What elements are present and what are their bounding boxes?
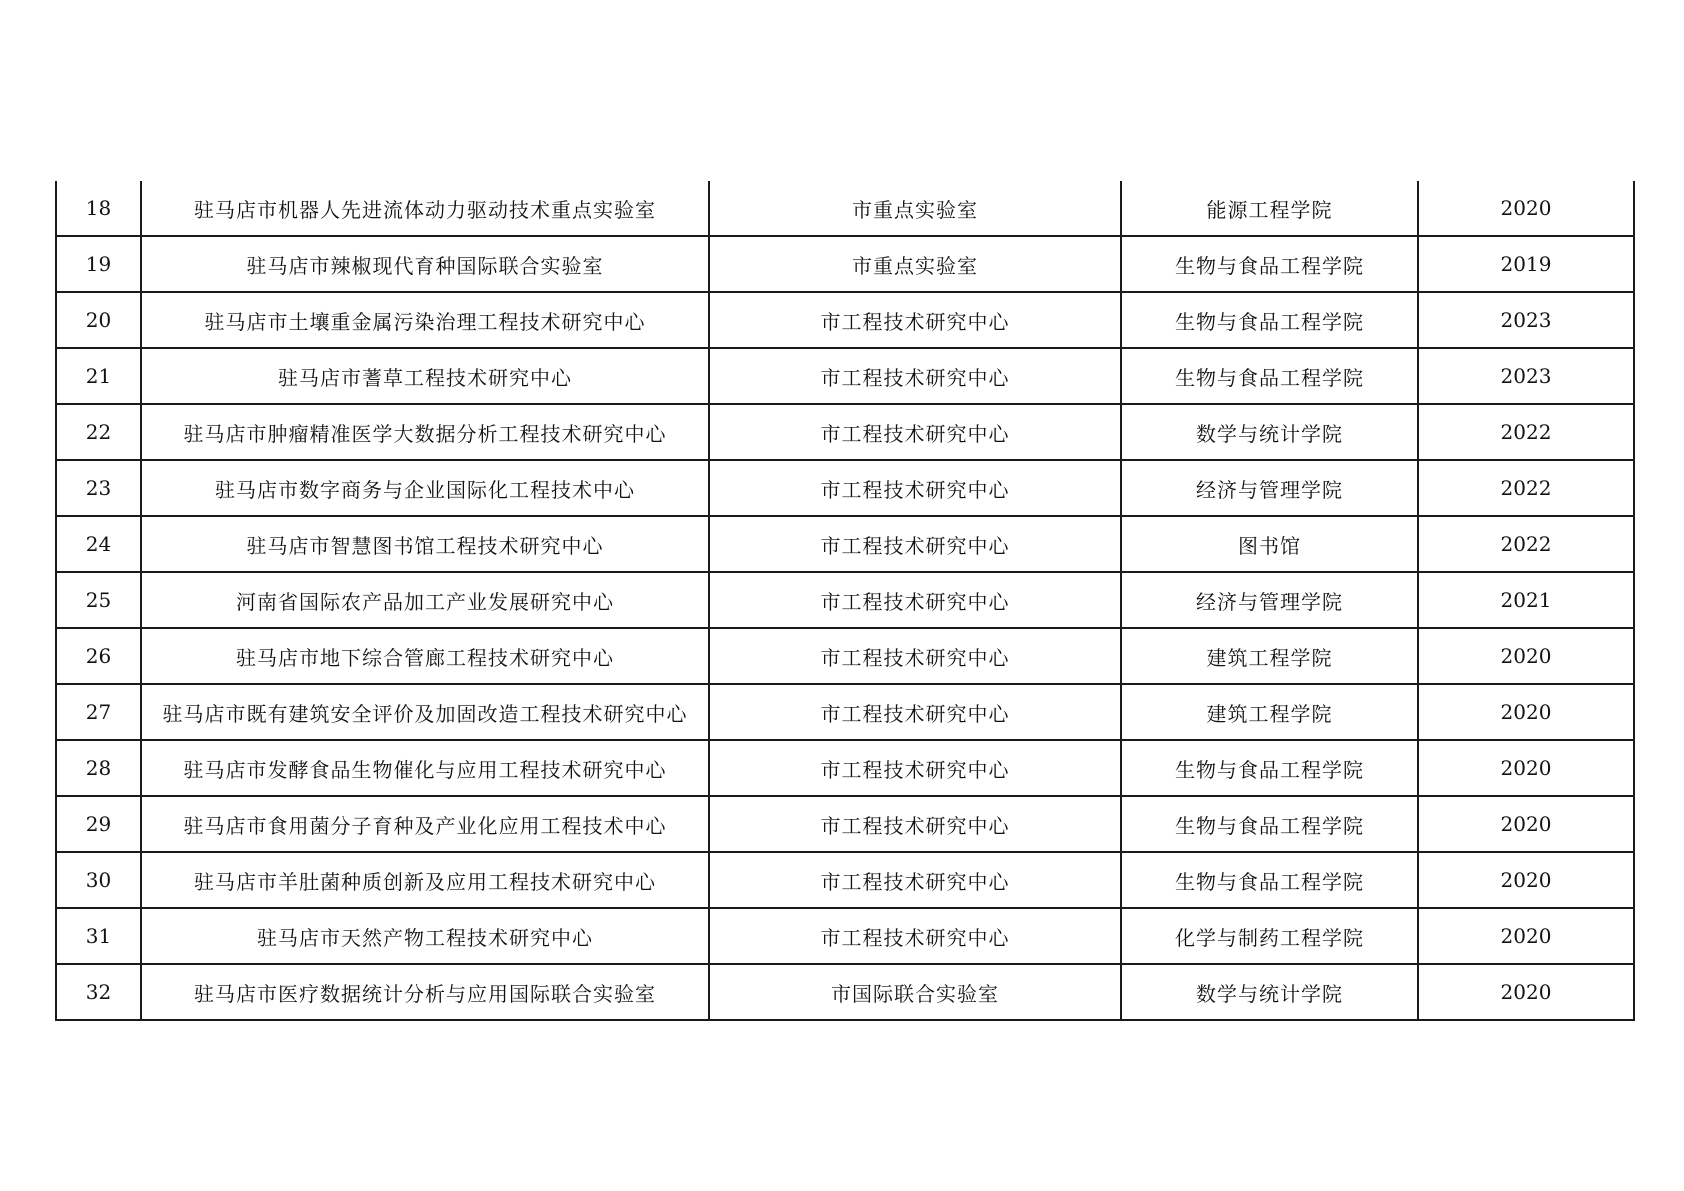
table-row [56,796,1634,852]
platform-type: 市国际联合实验室 [709,964,1121,1020]
table-row [56,740,1634,796]
year: 2022 [1418,404,1634,460]
platform-type: 市重点实验室 [709,236,1121,292]
platform-type: 市工程技术研究中心 [709,348,1121,404]
row-number: 30 [56,852,141,908]
platform-name: 驻马店市天然产物工程技术研究中心 [141,908,709,964]
year: 2019 [1418,236,1634,292]
platform-name: 驻马店市地下综合管廊工程技术研究中心 [141,628,709,684]
platform-type: 市工程技术研究中心 [709,852,1121,908]
platform-name: 驻马店市肿瘤精准医学大数据分析工程技术研究中心 [141,404,709,460]
row-number: 25 [56,572,141,628]
row-number: 24 [56,516,141,572]
year: 2023 [1418,292,1634,348]
platform-name: 驻马店市数字商务与企业国际化工程技术中心 [141,460,709,516]
department: 建筑工程学院 [1121,628,1418,684]
row-number: 32 [56,964,141,1020]
platform-type: 市工程技术研究中心 [709,516,1121,572]
platform-type: 市工程技术研究中心 [709,404,1121,460]
table-row [56,181,1634,236]
platform-name: 驻马店市智慧图书馆工程技术研究中心 [141,516,709,572]
table-row [56,348,1634,404]
year: 2020 [1418,181,1634,236]
department: 生物与食品工程学院 [1121,236,1418,292]
platform-type: 市工程技术研究中心 [709,740,1121,796]
platform-type: 市工程技术研究中心 [709,628,1121,684]
table-row [56,236,1634,292]
platform-type: 市重点实验室 [709,181,1121,236]
platform-type: 市工程技术研究中心 [709,292,1121,348]
department: 生物与食品工程学院 [1121,348,1418,404]
row-number: 26 [56,628,141,684]
department: 生物与食品工程学院 [1121,740,1418,796]
table-row [56,516,1634,572]
year: 2021 [1418,572,1634,628]
department: 数学与统计学院 [1121,404,1418,460]
table-row [56,292,1634,348]
department: 经济与管理学院 [1121,572,1418,628]
year: 2022 [1418,516,1634,572]
row-number: 31 [56,908,141,964]
platform-type: 市工程技术研究中心 [709,460,1121,516]
department: 化学与制药工程学院 [1121,908,1418,964]
department: 图书馆 [1121,516,1418,572]
row-number: 28 [56,740,141,796]
department: 能源工程学院 [1121,181,1418,236]
department: 建筑工程学院 [1121,684,1418,740]
department: 生物与食品工程学院 [1121,852,1418,908]
table-row [56,460,1634,516]
platform-name: 驻马店市羊肚菌种质创新及应用工程技术研究中心 [141,852,709,908]
platform-name: 驻马店市机器人先进流体动力驱动技术重点实验室 [141,181,709,236]
department: 数学与统计学院 [1121,964,1418,1020]
platform-name: 驻马店市医疗数据统计分析与应用国际联合实验室 [141,964,709,1020]
department: 生物与食品工程学院 [1121,796,1418,852]
row-number: 23 [56,460,141,516]
year: 2020 [1418,628,1634,684]
department: 生物与食品工程学院 [1121,292,1418,348]
row-number: 27 [56,684,141,740]
year: 2020 [1418,964,1634,1020]
table-row [56,404,1634,460]
platform-name: 驻马店市发酵食品生物催化与应用工程技术研究中心 [141,740,709,796]
row-number: 22 [56,404,141,460]
platform-type: 市工程技术研究中心 [709,572,1121,628]
platform-type: 市工程技术研究中心 [709,796,1121,852]
year: 2020 [1418,740,1634,796]
year: 2020 [1418,796,1634,852]
table-row [56,964,1634,1020]
row-number: 29 [56,796,141,852]
research-platform-table [55,181,1635,1021]
department: 经济与管理学院 [1121,460,1418,516]
table-row [56,908,1634,964]
platform-name: 驻马店市食用菌分子育种及产业化应用工程技术中心 [141,796,709,852]
row-number: 21 [56,348,141,404]
table-row [56,628,1634,684]
year: 2020 [1418,852,1634,908]
platform-name: 驻马店市辣椒现代育种国际联合实验室 [141,236,709,292]
year: 2020 [1418,684,1634,740]
row-number: 20 [56,292,141,348]
year: 2023 [1418,348,1634,404]
row-number: 19 [56,236,141,292]
platform-name: 驻马店市既有建筑安全评价及加固改造工程技术研究中心 [141,684,709,740]
table-row [56,684,1634,740]
platform-type: 市工程技术研究中心 [709,684,1121,740]
platform-name: 河南省国际农产品加工产业发展研究中心 [141,572,709,628]
table-row [56,572,1634,628]
platform-name: 驻马店市蓍草工程技术研究中心 [141,348,709,404]
year: 2020 [1418,908,1634,964]
platform-type: 市工程技术研究中心 [709,908,1121,964]
table-row [56,852,1634,908]
platform-name: 驻马店市土壤重金属污染治理工程技术研究中心 [141,292,709,348]
year: 2022 [1418,460,1634,516]
row-number: 18 [56,181,141,236]
